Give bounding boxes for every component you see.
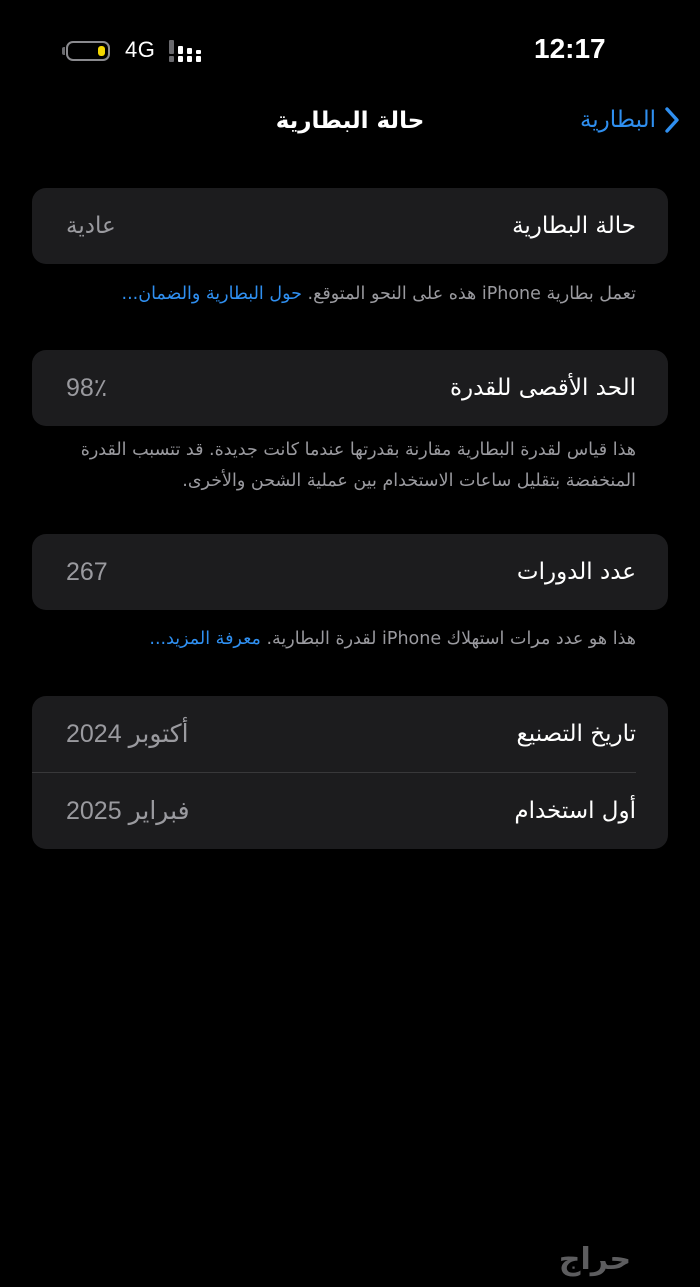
battery-condition-row — [32, 188, 668, 264]
back-label: البطارية — [579, 107, 656, 133]
network-type: 4G — [125, 37, 156, 62]
footnote-text: هذا قياس لقدرة البطارية مقارنة بقدرتها عندما كانت جديدة. قد تتسبب القدرة المنخفضة بتقليل ساعات الاستخدام بين عملية الشحن والأخرى. — [80, 440, 636, 491]
row-label: الحد الأقصى للقدرة — [449, 375, 636, 401]
battery-condition-card — [32, 188, 668, 264]
cellular-signal-icon — [169, 40, 205, 64]
row-value: 267 — [66, 557, 108, 586]
cycle-count-card — [32, 534, 668, 610]
dates-card — [32, 696, 668, 849]
row-value: عادية — [66, 213, 116, 239]
navigation-bar — [0, 100, 700, 150]
row-label: أول استخدام — [514, 798, 636, 824]
battery-nub — [62, 47, 65, 55]
maximum-capacity-card — [32, 350, 668, 426]
battery-level — [98, 46, 105, 56]
battery-warranty-link[interactable]: حول البطارية والضمان... — [121, 284, 302, 304]
footnote-text: تعمل بطارية iPhone هذه على النحو المتوقع. — [307, 284, 636, 304]
maximum-capacity-row — [32, 350, 668, 426]
row-value: أكتوبر 2024 — [66, 720, 189, 748]
row-label: عدد الدورات — [516, 559, 636, 585]
row-value: 98٪ — [66, 374, 108, 402]
learn-more-link[interactable]: معرفة المزيد... — [149, 629, 261, 649]
battery-condition-footnote — [70, 279, 636, 310]
first-use-row — [32, 773, 668, 849]
footnote-text: هذا هو عدد مرات استهلاك iPhone لقدرة البطارية. — [266, 629, 636, 649]
maximum-capacity-footnote — [70, 435, 636, 497]
cycle-count-row — [32, 534, 668, 610]
manufacture-date-row — [32, 696, 668, 772]
battery-low-icon — [66, 41, 110, 61]
clock: 12:17 — [534, 33, 606, 64]
status-bar — [0, 0, 700, 100]
cycle-count-footnote — [70, 624, 636, 655]
row-label: حالة البطارية — [512, 213, 636, 239]
row-label: تاريخ التصنيع — [516, 721, 636, 747]
row-value: فبراير 2025 — [66, 797, 190, 825]
page-title: حالة البطارية — [275, 108, 425, 134]
haraj-watermark: حراج — [558, 1242, 632, 1277]
